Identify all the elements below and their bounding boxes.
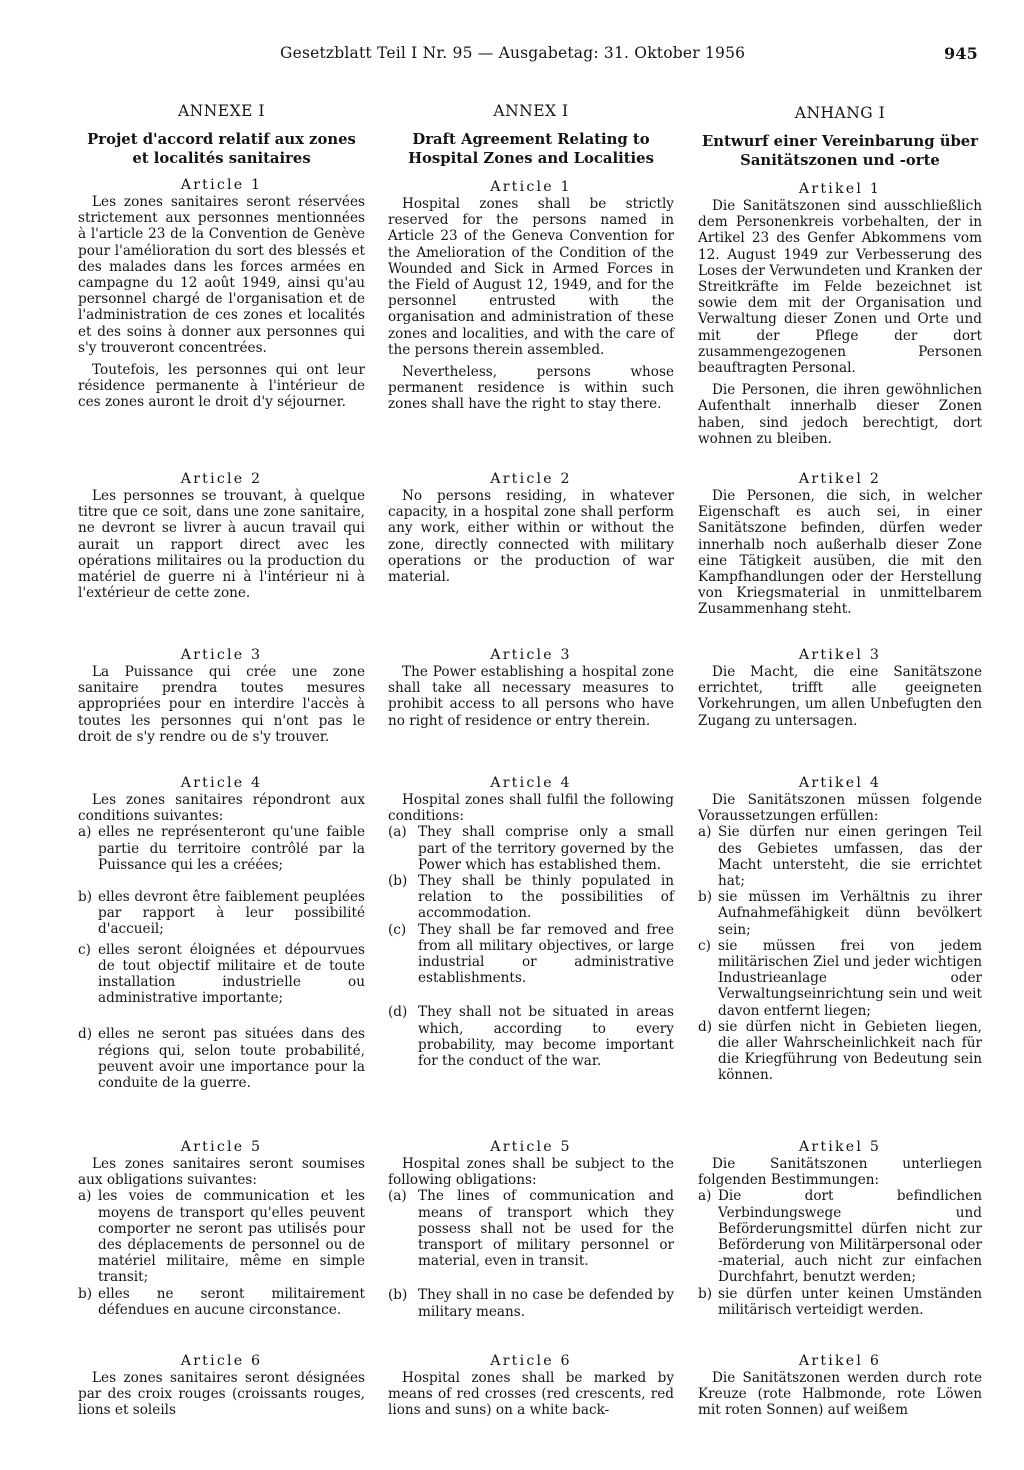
list-item-text: sie müssen frei von jedem militärischen Ziel und jeder wichtigen Industrieanlage oder Verwaltungseinrichtung sein und weit davon entfernt liegen;	[718, 937, 982, 1019]
list-item-label: (d)	[388, 1004, 408, 1021]
list-item-label: b)	[698, 889, 713, 906]
column-english	[388, 96, 674, 1436]
annex-title	[388, 130, 674, 168]
article-heading: Artikel 6	[798, 1353, 882, 1369]
list-item-text: elles ne seront pas situées dans des régions qui, selon toute probabilité, peuvent avoir une importance pour la conduite de la guerre.	[98, 1026, 365, 1092]
list-item-label: (a)	[388, 1188, 407, 1205]
article-intro: Die Sanitätszonen unterliegen folgenden Bestimmungen:	[698, 1156, 982, 1189]
paragraph: Toutefois, les personnes qui ont leur résidence permanente à l'intérieur de ces zones auront le droit d'y séjourner.	[78, 362, 365, 411]
paragraph: Les zones sanitaires seront désignées par des croix rouges (croissants rouges, lions et soleils	[78, 1370, 365, 1419]
article-heading: Artikel 1	[798, 181, 882, 197]
article-heading: Article 3	[490, 647, 572, 663]
article-5-de	[698, 1138, 982, 1318]
list-item	[388, 1004, 674, 1069]
annex-label: ANHANG I	[794, 104, 886, 122]
list-item	[698, 889, 982, 938]
article-2-en	[388, 470, 674, 585]
annex-title-line-2: Hospital Zones and Localities	[408, 150, 654, 167]
article-6-fr	[78, 1352, 365, 1419]
list-item-text: Sie dürfen nur einen geringen Teil des Gebietes umfassen, das der Macht untersteht, die sie errichtet hat;	[718, 824, 982, 890]
article-intro: Die Sanitätszonen müssen folgende Voraussetzungen erfüllen:	[698, 792, 982, 825]
article-3-en	[388, 646, 674, 729]
list-item	[388, 873, 674, 922]
annex-title	[78, 130, 365, 168]
list-item	[698, 824, 982, 889]
list-item-text: elles ne représenteront qu'une faible partie du territoire contrôlé par la Puissance qui les a créées;	[98, 824, 365, 873]
list-item	[78, 1188, 365, 1285]
column-german	[698, 96, 982, 1436]
list-item-text: elles ne seront militairement défendues en aucune circonstance.	[98, 1285, 365, 1318]
article-4-fr	[78, 774, 365, 1091]
list-item	[78, 1286, 365, 1318]
article-heading: Article 1	[180, 177, 263, 193]
paragraph: Die Personen, die ihren gewöhnlichen Aufenthalt innerhalb dieser Zonen haben, sind jedoch berechtigt, dort wohnen zu bleiben.	[698, 382, 982, 447]
page-header	[40, 44, 984, 76]
list-item	[698, 938, 982, 1019]
annex-title-line-1: Projet d'accord relatif aux zones	[87, 131, 356, 148]
annex-title	[698, 132, 982, 170]
annex-header-de	[698, 98, 982, 170]
list-item-label: a)	[698, 1188, 712, 1205]
column-french	[78, 96, 365, 1436]
paragraph: Die Macht, die eine Sanitätszone errichtet, trifft alle geeigneten Vorkehrungen, um allen Unbefugten den Zugang zu untersagen.	[698, 664, 982, 729]
article-heading: Article 5	[180, 1139, 263, 1155]
annex-header-fr	[78, 96, 365, 168]
annex-title-line-1: Draft Agreement Relating to	[412, 131, 650, 148]
list-item	[388, 922, 674, 987]
article-intro: Hospital zones shall fulfil the following conditions:	[388, 792, 674, 825]
list-item-text: sie müssen im Verhältnis zu ihrer Aufnahmefähigkeit dünn bevölkert sein;	[718, 889, 982, 938]
annex-title-line-1: Entwurf einer Vereinbarung über	[701, 133, 979, 150]
paragraph: Die Sanitätszonen werden durch rote Kreuze (rote Halbmonde, rote Löwen mit roten Sonnen) auf weißem	[698, 1370, 982, 1419]
paragraph: La Puissance qui crée une zone sanitaire prendra toutes mesures appropriées pour en interdire l'accès à toutes les personnes qui n'ont pas le droit de s'y rendre ou de s'y trouver.	[78, 664, 365, 745]
article-intro: Les zones sanitaires seront soumises aux obligations suivantes:	[78, 1156, 365, 1189]
article-3-de	[698, 646, 982, 729]
paragraph: Die Sanitätszonen sind ausschließlich dem Personenkreis vorbehalten, der in Artikel 23 des Genfer Abkommens vom 12. August 1949 zur Verbesserung des Loses der Verwundeten und Kranken der Streitkräfte im Felde bezeichnet ist sowie dem mit der Organisation und Verwaltung dieser Zonen und Orte und mit der Pflege der dort zusammengezogenen Personen beauftragten Personal.	[698, 198, 982, 377]
list-item-label: b)	[78, 1285, 93, 1302]
article-heading: Artikel 2	[798, 471, 882, 487]
list-item-text: The lines of communication and means of transport which they possess shall not be used for the transport of military personnel or material, even in transit.	[418, 1188, 674, 1270]
list-item	[78, 1026, 365, 1091]
list-item-label: d)	[698, 1018, 713, 1035]
paragraph: Hospital zones shall be marked by means of red crosses (red crescents, red lions and suns) on a white back-	[388, 1370, 674, 1419]
article-heading: Article 5	[490, 1139, 572, 1155]
list-item-text: les voies de communication et les moyens de transport qu'elles peuvent comporter ne seront pas utilisés pour des déplacements de personnel ou de matériel militaire, même en simple transit;	[98, 1188, 365, 1286]
article-intro: Les zones sanitaires répondront aux conditions suivantes:	[78, 792, 365, 825]
article-5-fr	[78, 1138, 365, 1318]
article-heading: Artikel 3	[798, 647, 882, 663]
paragraph: Nevertheless, persons whose permanent residence is within such zones shall have the right to stay there.	[388, 364, 674, 413]
article-heading: Article 2	[490, 471, 572, 487]
paragraph: No persons residing, in whatever capacity, in a hospital zone shall perform any work, either within or without the zone, directly connected with military operations or the production of war material.	[388, 488, 674, 586]
list-item	[78, 942, 365, 1007]
article-heading: Article 3	[180, 647, 263, 663]
list-item-label: a)	[698, 824, 712, 841]
article-intro: Hospital zones shall be subject to the following obligations:	[388, 1156, 674, 1189]
article-heading: Article 4	[490, 775, 572, 791]
article-2-de	[698, 470, 982, 618]
list-item-label: (b)	[388, 1287, 408, 1304]
paragraph: Hospital zones shall be strictly reserved for the persons named in Article 23 of the Geneva Convention for the Amelioration of the Condition of the Wounded and Sick in Armed Forces in the Field of August 12, 1949, and for the personnel entrusted with the organisation and administration of these zones and localities, and with the care of the persons therein assembled.	[388, 196, 674, 358]
list-item	[698, 1188, 982, 1285]
list-item-text: sie dürfen nicht in Gebieten liegen, die aller Wahrscheinlichkeit nach für die Kriegführung von Bedeutung sein können.	[718, 1018, 982, 1084]
paragraph: Les zones sanitaires seront réservées strictement aux personnes mentionnées à l'article 23 de la Convention de Genève pour l'amélioration du sort des blessés et des malades dans les forces armées en campagne du 12 août 1949, ainsi qu'au personnel chargé de l'organisation et de l'administration de ces zones et localités et des soins à donner aux personnes qui s'y trouveront concentrées.	[78, 194, 365, 356]
list-item-text: Die dort befindlichen Verbindungswege und Beförderungsmittel dürfen nicht zur Beförderung von Militärpersonal oder -material, auch nicht zur einfachen Durchfahrt, benutzt werden;	[718, 1188, 982, 1286]
paragraph: The Power establishing a hospital zone shall take all necessary measures to prohibit access to all persons who have no right of residence or entry therein.	[388, 664, 674, 729]
paragraph: Die Personen, die sich, in welcher Eigenschaft es auch sei, in einer Sanitätszone befinden, dürfen weder innerhalb noch außerhalb dieser Zone eine Tätigkeit ausüben, die mit den Kampfhandlungen oder der Herstellung von Kriegsmaterial in unmittelbarem Zusammenhang steht.	[698, 488, 982, 618]
article-heading: Article 4	[180, 775, 263, 791]
article-heading: Article 6	[490, 1353, 572, 1369]
article-1-en	[388, 178, 674, 413]
article-1-fr	[78, 176, 365, 411]
article-heading: Article 2	[180, 471, 263, 487]
list-item	[698, 1286, 982, 1318]
list-item-label: a)	[78, 824, 92, 841]
list-item-text: They shall be thinly populated in relation to the possibilities of accommodation.	[418, 873, 674, 922]
article-6-de	[698, 1352, 982, 1419]
article-3-fr	[78, 646, 365, 745]
list-item	[78, 889, 365, 938]
list-item-label: d)	[78, 1026, 93, 1043]
list-item-label: c)	[698, 937, 711, 954]
article-2-fr	[78, 470, 365, 601]
list-item-text: sie dürfen unter keinen Umständen militärisch verteidigt werden.	[718, 1285, 982, 1318]
list-item-text: They shall comprise only a small part of the territory governed by the Power which has established them.	[418, 824, 674, 873]
list-item-label: c)	[78, 941, 91, 958]
page-number: 945	[944, 44, 978, 63]
list-item-text: elles devront être faiblement peuplées par rapport à leur possibilité d'accueil;	[98, 889, 365, 938]
article-5-en	[388, 1138, 674, 1320]
article-heading: Artikel 5	[798, 1139, 882, 1155]
list-item	[698, 1019, 982, 1084]
list-item-label: (a)	[388, 824, 407, 841]
list-item	[388, 1287, 674, 1319]
annex-header-en	[388, 96, 674, 168]
gazette-title: Gesetzblatt Teil I Nr. 95 — Ausgabetag: 31. Oktober 1956	[280, 44, 746, 62]
paragraph: Les personnes se trouvant, à quelque titre que ce soit, dans une zone sanitaire, ne devront se livrer à aucun travail qui aurait un rapport direct avec les opérations militaires ou la production du matériel de guerre ni à l'intérieur ni à l'extérieur de cette zone.	[78, 488, 365, 602]
article-6-en	[388, 1352, 674, 1419]
list-item	[388, 824, 674, 873]
list-item-label: b)	[698, 1285, 713, 1302]
list-item-label: (b)	[388, 873, 408, 890]
article-4-en	[388, 774, 674, 1069]
list-item-text: elles seront éloignées et dépourvues de tout objectif militaire et de toute installation industrielle ou administrative importante;	[98, 941, 365, 1007]
annex-title-line-2: Sanitätszonen und -orte	[740, 152, 940, 169]
list-item-text: They shall in no case be defended by military means.	[418, 1287, 674, 1320]
article-heading: Article 6	[180, 1353, 263, 1369]
annex-label: ANNEX I	[493, 102, 569, 120]
list-item-text: They shall be far removed and free from all military objectives, or large industrial or administrative establishments.	[418, 921, 674, 987]
annex-title-line-2: et localités sanitaires	[132, 150, 311, 167]
article-4-de	[698, 774, 982, 1084]
list-item-text: They shall not be situated in areas which, according to every probability, may become important for the conduct of the war.	[418, 1004, 674, 1070]
list-item	[388, 1188, 674, 1269]
list-item-label: (c)	[388, 921, 407, 938]
article-1-de	[698, 180, 982, 447]
list-item	[78, 824, 365, 873]
article-heading: Artikel 4	[798, 775, 882, 791]
article-heading: Article 1	[490, 179, 572, 195]
list-item-label: a)	[78, 1188, 92, 1205]
annex-label: ANNEXE I	[177, 102, 266, 120]
list-item-label: b)	[78, 889, 93, 906]
